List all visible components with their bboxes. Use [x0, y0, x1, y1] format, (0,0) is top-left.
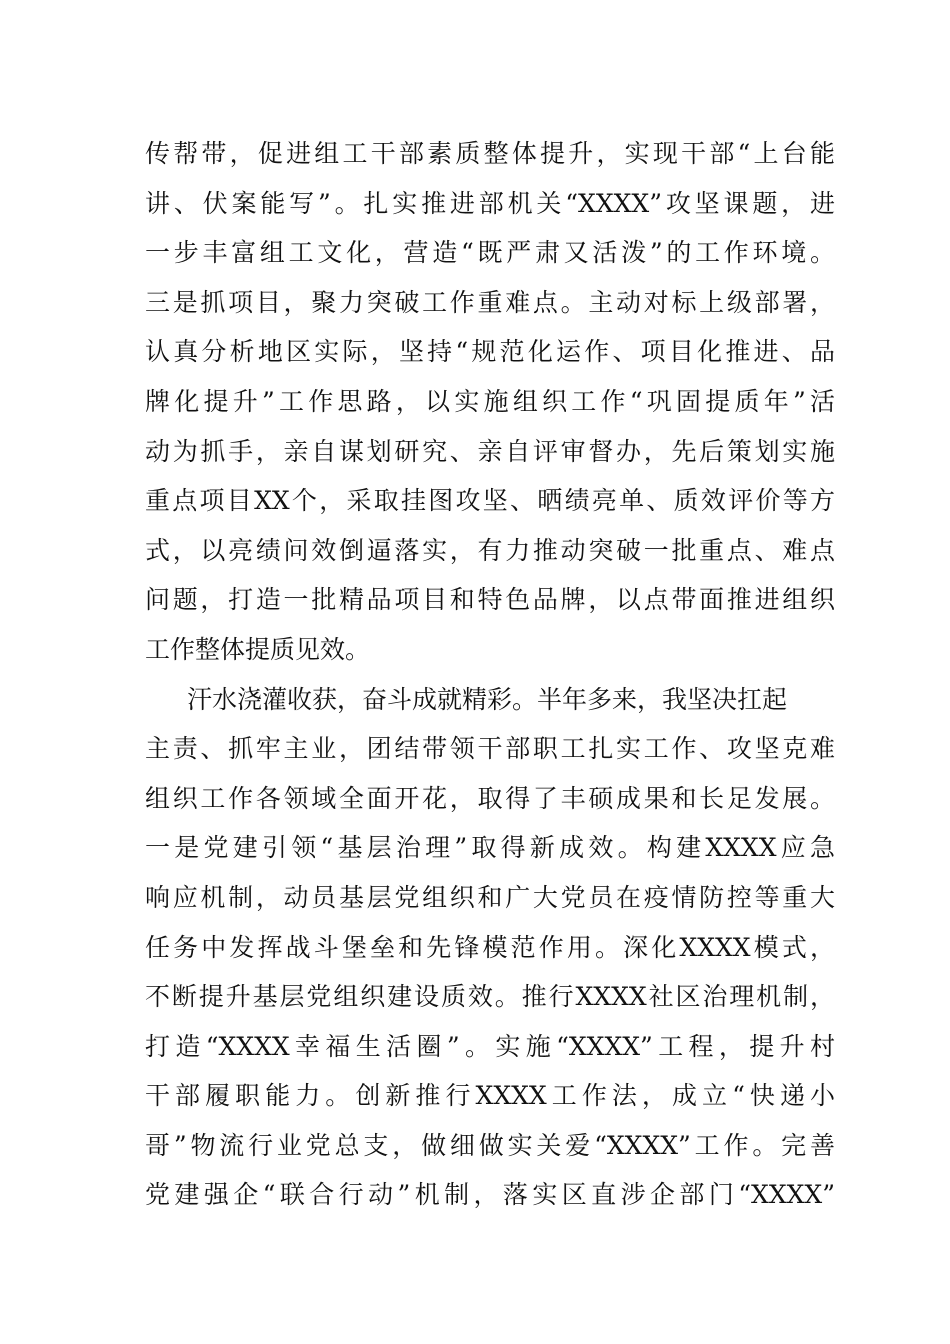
text-line: 响应机制，动员基层党组织和广大党员在疫情防控等重大: [145, 882, 835, 912]
text-line: 传帮带，促进组工干部素质整体提升，实现干部“上台能: [145, 139, 835, 168]
text-line: 主责、抓牢主业，团结带领干部职工扎实工作、攻坚克难: [145, 734, 835, 764]
text-line: 工作整体提质见效。: [145, 634, 371, 664]
text-line: 干部履职能力。创新推行XXXX工作法，成立“快递小: [145, 1081, 835, 1111]
text-line: 动为抓手，亲自谋划研究、亲自评审督办，先后策划实施: [145, 436, 835, 466]
text-line: 一步丰富组工文化，营造“既严肃又活泼”的工作环境。: [145, 238, 835, 268]
text-line: 式，以亮绩问效倒逼落实，有力推动突破一批重点、难点: [145, 535, 835, 565]
text-line: 不断提升基层党组织建设质效。推行XXXX社区治理机制，: [145, 982, 835, 1012]
text-line: 组织工作各领域全面开花，取得了丰硕成果和长足发展。: [145, 783, 835, 813]
text-line: 讲、伏案能写”。扎实推进部机关“XXXX”攻坚课题，进: [145, 188, 835, 218]
text-line: 重点项目XX个，采取挂图攻坚、晒绩亮单、质效评价等方: [145, 486, 835, 516]
text-line: 问题，打造一批精品项目和特色品牌，以点带面推进组织: [145, 585, 835, 615]
text-line: 任务中发挥战斗堡垒和先锋模范作用。深化XXXX模式，: [145, 932, 835, 962]
text-line: 一是党建引领“基层治理”取得新成效。构建XXXX应急: [145, 833, 835, 863]
text-line: 打造“XXXX幸福生活圈”。实施“XXXX”工程，提升村: [145, 1031, 835, 1061]
text-line: 汗水浇灌收获，奋斗成就精彩。半年多来，我坚决扛起: [187, 684, 788, 714]
text-line: 三是抓项目，聚力突破工作重难点。主动对标上级部署，: [145, 287, 835, 317]
text-line: 牌化提升”工作思路，以实施组织工作“巩固提质年”活: [145, 386, 835, 416]
text-line: 认真分析地区实际，坚持“规范化运作、项目化推进、品: [145, 337, 835, 367]
body-text: [145, 129, 835, 1220]
text-line: 党建强企“联合行动”机制，落实区直涉企部门“XXXX”: [145, 1180, 835, 1210]
text-line: 哥”物流行业党总支，做细做实关爱“XXXX”工作。完善: [145, 1130, 835, 1160]
